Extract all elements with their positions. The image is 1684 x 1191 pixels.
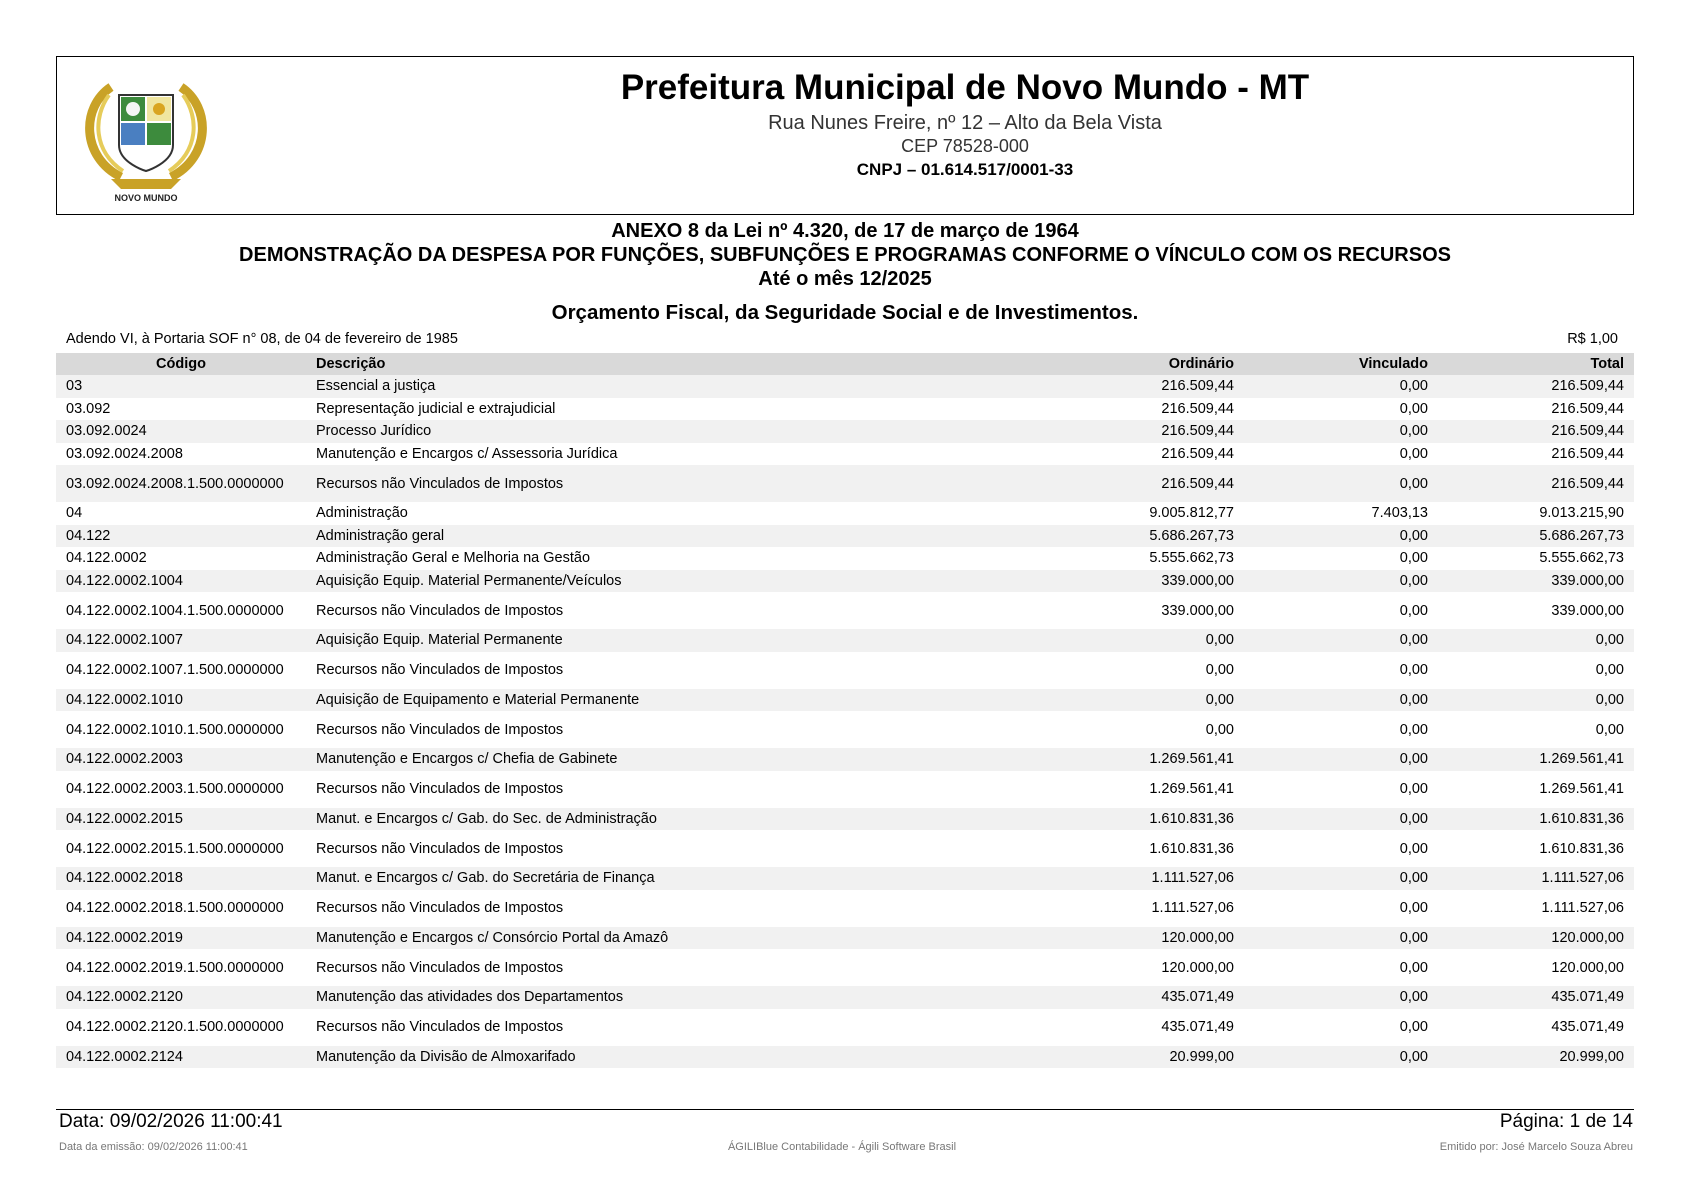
cell-ordinario: 0,00 — [1046, 711, 1244, 748]
footer-page-number: Página: 1 de 14 — [1499, 1111, 1633, 1132]
cell-descricao: Recursos não Vinculados de Impostos — [306, 890, 1046, 927]
cell-descricao: Manut. e Encargos c/ Gab. do Sec. de Administração — [306, 808, 1046, 831]
cell-codigo: 04.122.0002.2120 — [56, 986, 306, 1009]
cell-codigo: 04.122.0002.1004.1.500.0000000 — [56, 592, 306, 629]
cell-descricao: Manutenção da Divisão de Almoxarifado — [306, 1046, 1046, 1069]
cell-vinculado: 0,00 — [1244, 570, 1438, 593]
cell-ordinario: 1.610.831,36 — [1046, 808, 1244, 831]
cell-codigo: 04.122.0002.2120.1.500.0000000 — [56, 1009, 306, 1046]
cell-ordinario: 216.509,44 — [1046, 375, 1244, 398]
cell-descricao: Recursos não Vinculados de Impostos — [306, 1009, 1046, 1046]
cell-descricao: Manutenção e Encargos c/ Assessoria Jurídica — [306, 443, 1046, 466]
cell-descricao: Aquisição de Equipamento e Material Permanente — [306, 689, 1046, 712]
cell-ordinario: 5.555.662,73 — [1046, 547, 1244, 570]
cell-ordinario: 0,00 — [1046, 629, 1244, 652]
footer-issued-by: Emitido por: José Marcelo Souza Abreu — [1439, 1141, 1633, 1153]
cell-total: 120.000,00 — [1438, 949, 1634, 986]
table-row — [56, 927, 1634, 950]
footer-date: Data: 09/02/2026 11:00:41 — [59, 1111, 283, 1132]
cell-total: 435.071,49 — [1438, 1009, 1634, 1046]
footer-software: ÁGILIBlue Contabilidade - Ágili Software Brasil — [727, 1141, 957, 1153]
table-caption-row — [66, 331, 1628, 347]
col-header-total: Total — [1438, 353, 1634, 375]
cell-vinculado: 0,00 — [1244, 1046, 1438, 1069]
cell-vinculado: 0,00 — [1244, 398, 1438, 421]
table-row — [56, 547, 1634, 570]
table-row — [56, 652, 1634, 689]
cell-total: 216.509,44 — [1438, 375, 1634, 398]
currency-unit: R$ 1,00 — [1567, 331, 1618, 347]
cell-ordinario: 1.111.527,06 — [1046, 890, 1244, 927]
cell-descricao: Recursos não Vinculados de Impostos — [306, 830, 1046, 867]
header-text-block — [357, 67, 1573, 181]
cell-total: 1.610.831,36 — [1438, 808, 1634, 831]
cell-vinculado: 0,00 — [1244, 465, 1438, 502]
cell-vinculado: 0,00 — [1244, 986, 1438, 1009]
cell-codigo: 04.122.0002.1007 — [56, 629, 306, 652]
col-header-descricao: Descrição — [306, 353, 1046, 375]
cell-vinculado: 0,00 — [1244, 748, 1438, 771]
report-title-main: DEMONSTRAÇÃO DA DESPESA POR FUNÇÕES, SUBFUNÇÕES E PROGRAMAS CONFORME O VÍNCULO COM OS RECURSOS — [239, 244, 1451, 266]
cell-total: 5.555.662,73 — [1438, 547, 1634, 570]
cell-total: 216.509,44 — [1438, 398, 1634, 421]
cell-total: 0,00 — [1438, 689, 1634, 712]
report-header — [56, 56, 1634, 215]
cell-codigo: 04.122.0002.2124 — [56, 1046, 306, 1069]
table-row — [56, 443, 1634, 466]
cell-vinculado: 0,00 — [1244, 689, 1438, 712]
col-header-ordinario: Ordinário — [1046, 353, 1244, 375]
cell-total: 1.269.561,41 — [1438, 771, 1634, 808]
cell-descricao: Manutenção e Encargos c/ Chefia de Gabinete — [306, 748, 1046, 771]
cell-codigo: 04.122.0002.2019.1.500.0000000 — [56, 949, 306, 986]
footer-emission-date: Data da emissão: 09/02/2026 11:00:41 — [59, 1141, 248, 1153]
table-row — [56, 890, 1634, 927]
cell-ordinario: 1.269.561,41 — [1046, 748, 1244, 771]
cell-ordinario: 435.071,49 — [1046, 986, 1244, 1009]
cell-vinculado: 0,00 — [1244, 927, 1438, 950]
cell-descricao: Recursos não Vinculados de Impostos — [306, 465, 1046, 502]
table-row — [56, 570, 1634, 593]
cell-codigo: 03 — [56, 375, 306, 398]
cell-descricao: Recursos não Vinculados de Impostos — [306, 711, 1046, 748]
cell-descricao: Administração — [306, 502, 1046, 525]
table-row — [56, 986, 1634, 1009]
municipality-title: Prefeitura Municipal de Novo Mundo - MT — [620, 68, 1310, 107]
col-header-vinculado: Vinculado — [1244, 353, 1438, 375]
report-title-annex: ANEXO 8 da Lei nº 4.320, de 17 de março de 1964 — [611, 220, 1079, 242]
table-row — [56, 771, 1634, 808]
cell-ordinario: 120.000,00 — [1046, 949, 1244, 986]
cell-descricao: Manut. e Encargos c/ Gab. do Secretária de Finança — [306, 867, 1046, 890]
cell-descricao: Recursos não Vinculados de Impostos — [306, 592, 1046, 629]
table-row — [56, 420, 1634, 443]
cell-ordinario: 0,00 — [1046, 689, 1244, 712]
cell-ordinario: 216.509,44 — [1046, 443, 1244, 466]
cell-codigo: 03.092.0024.2008 — [56, 443, 306, 466]
cell-descricao: Recursos não Vinculados de Impostos — [306, 652, 1046, 689]
table-row — [56, 592, 1634, 629]
cell-ordinario: 216.509,44 — [1046, 420, 1244, 443]
cell-codigo: 04.122 — [56, 525, 306, 548]
cell-descricao: Aquisição Equip. Material Permanente/Veículos — [306, 570, 1046, 593]
report-titles — [56, 219, 1634, 325]
cell-total: 216.509,44 — [1438, 465, 1634, 502]
municipal-crest-logo — [71, 67, 221, 207]
cell-vinculado: 0,00 — [1244, 830, 1438, 867]
table-row — [56, 465, 1634, 502]
table-row — [56, 525, 1634, 548]
municipality-cep: CEP 78528-000 — [901, 136, 1029, 156]
cell-ordinario: 5.686.267,73 — [1046, 525, 1244, 548]
cell-vinculado: 0,00 — [1244, 949, 1438, 986]
cell-descricao: Manutenção e Encargos c/ Consórcio Portal da Amazô — [306, 927, 1046, 950]
table-row — [56, 808, 1634, 831]
table-row — [56, 949, 1634, 986]
cell-vinculado: 0,00 — [1244, 592, 1438, 629]
cell-vinculado: 7.403,13 — [1244, 502, 1438, 525]
cell-vinculado: 0,00 — [1244, 547, 1438, 570]
cell-ordinario: 120.000,00 — [1046, 927, 1244, 950]
cell-codigo: 03.092 — [56, 398, 306, 421]
cell-codigo: 04.122.0002.2019 — [56, 927, 306, 950]
cell-total: 339.000,00 — [1438, 592, 1634, 629]
report-budget-scope: Orçamento Fiscal, da Seguridade Social e de Investimentos. — [551, 301, 1139, 324]
svg-text:NOVO MUNDO: NOVO MUNDO — [114, 193, 178, 203]
table-row — [56, 830, 1634, 867]
cell-codigo: 04.122.0002.1004 — [56, 570, 306, 593]
cell-vinculado: 0,00 — [1244, 1009, 1438, 1046]
cell-codigo: 04.122.0002.1010 — [56, 689, 306, 712]
cell-codigo: 04.122.0002.1010.1.500.0000000 — [56, 711, 306, 748]
cell-codigo: 04.122.0002.1007.1.500.0000000 — [56, 652, 306, 689]
cell-ordinario: 339.000,00 — [1046, 570, 1244, 593]
cell-vinculado: 0,00 — [1244, 629, 1438, 652]
cell-descricao: Recursos não Vinculados de Impostos — [306, 949, 1046, 986]
cell-codigo: 03.092.0024.2008.1.500.0000000 — [56, 465, 306, 502]
cell-vinculado: 0,00 — [1244, 443, 1438, 466]
cell-vinculado: 0,00 — [1244, 525, 1438, 548]
cell-ordinario: 1.269.561,41 — [1046, 771, 1244, 808]
cell-vinculado: 0,00 — [1244, 808, 1438, 831]
table-row — [56, 629, 1634, 652]
cell-total: 435.071,49 — [1438, 986, 1634, 1009]
cell-ordinario: 20.999,00 — [1046, 1046, 1244, 1069]
cell-codigo: 04.122.0002.2018.1.500.0000000 — [56, 890, 306, 927]
table-row — [56, 867, 1634, 890]
cell-total: 1.111.527,06 — [1438, 867, 1634, 890]
cell-descricao: Processo Jurídico — [306, 420, 1046, 443]
cell-ordinario: 1.111.527,06 — [1046, 867, 1244, 890]
cell-total: 5.686.267,73 — [1438, 525, 1634, 548]
table-row — [56, 748, 1634, 771]
cell-ordinario: 339.000,00 — [1046, 592, 1244, 629]
cell-vinculado: 0,00 — [1244, 771, 1438, 808]
table-row — [56, 502, 1634, 525]
cell-vinculado: 0,00 — [1244, 711, 1438, 748]
cell-total: 0,00 — [1438, 711, 1634, 748]
cell-total: 0,00 — [1438, 629, 1634, 652]
cell-total: 9.013.215,90 — [1438, 502, 1634, 525]
table-row — [56, 398, 1634, 421]
table-row — [56, 711, 1634, 748]
cell-ordinario: 9.005.812,77 — [1046, 502, 1244, 525]
cell-ordinario: 1.610.831,36 — [1046, 830, 1244, 867]
cell-descricao: Aquisição Equip. Material Permanente — [306, 629, 1046, 652]
expense-table — [56, 353, 1634, 1068]
cell-total: 0,00 — [1438, 652, 1634, 689]
cell-ordinario: 0,00 — [1046, 652, 1244, 689]
table-row — [56, 1046, 1634, 1069]
cell-vinculado: 0,00 — [1244, 652, 1438, 689]
adendo-text: Adendo VI, à Portaria SOF n° 08, de 04 de fevereiro de 1985 — [66, 331, 458, 347]
cell-descricao: Administração geral — [306, 525, 1046, 548]
cell-total: 216.509,44 — [1438, 420, 1634, 443]
cell-descricao: Administração Geral e Melhoria na Gestão — [306, 547, 1046, 570]
cell-total: 216.509,44 — [1438, 443, 1634, 466]
table-body — [56, 375, 1634, 1068]
cell-total: 120.000,00 — [1438, 927, 1634, 950]
cell-total: 1.111.527,06 — [1438, 890, 1634, 927]
cell-descricao: Recursos não Vinculados de Impostos — [306, 771, 1046, 808]
cell-codigo: 04.122.0002.2015.1.500.0000000 — [56, 830, 306, 867]
cell-total: 1.269.561,41 — [1438, 748, 1634, 771]
table-row — [56, 375, 1634, 398]
cell-codigo: 04.122.0002.2003 — [56, 748, 306, 771]
cell-codigo: 04 — [56, 502, 306, 525]
municipality-cnpj: CNPJ – 01.614.517/0001-33 — [856, 160, 1074, 179]
cell-descricao: Manutenção das atividades dos Departamentos — [306, 986, 1046, 1009]
cell-ordinario: 216.509,44 — [1046, 465, 1244, 502]
table-row — [56, 1009, 1634, 1046]
cell-vinculado: 0,00 — [1244, 420, 1438, 443]
cell-total: 1.610.831,36 — [1438, 830, 1634, 867]
cell-codigo: 04.122.0002.2015 — [56, 808, 306, 831]
cell-descricao: Representação judicial e extrajudicial — [306, 398, 1046, 421]
report-period: Até o mês 12/2025 — [758, 268, 932, 290]
cell-total: 339.000,00 — [1438, 570, 1634, 593]
table-header-row — [56, 353, 1634, 375]
cell-codigo: 04.122.0002.2018 — [56, 867, 306, 890]
cell-codigo: 04.122.0002.2003.1.500.0000000 — [56, 771, 306, 808]
cell-ordinario: 216.509,44 — [1046, 398, 1244, 421]
cell-vinculado: 0,00 — [1244, 867, 1438, 890]
cell-total: 20.999,00 — [1438, 1046, 1634, 1069]
cell-codigo: 03.092.0024 — [56, 420, 306, 443]
cell-codigo: 04.122.0002 — [56, 547, 306, 570]
table-row — [56, 689, 1634, 712]
cell-vinculado: 0,00 — [1244, 375, 1438, 398]
cell-vinculado: 0,00 — [1244, 890, 1438, 927]
municipality-address: Rua Nunes Freire, nº 12 – Alto da Bela Vista — [768, 112, 1162, 134]
cell-ordinario: 435.071,49 — [1046, 1009, 1244, 1046]
col-header-codigo: Código — [56, 353, 306, 375]
footer-divider — [56, 1109, 1634, 1110]
cell-descricao: Essencial a justiça — [306, 375, 1046, 398]
